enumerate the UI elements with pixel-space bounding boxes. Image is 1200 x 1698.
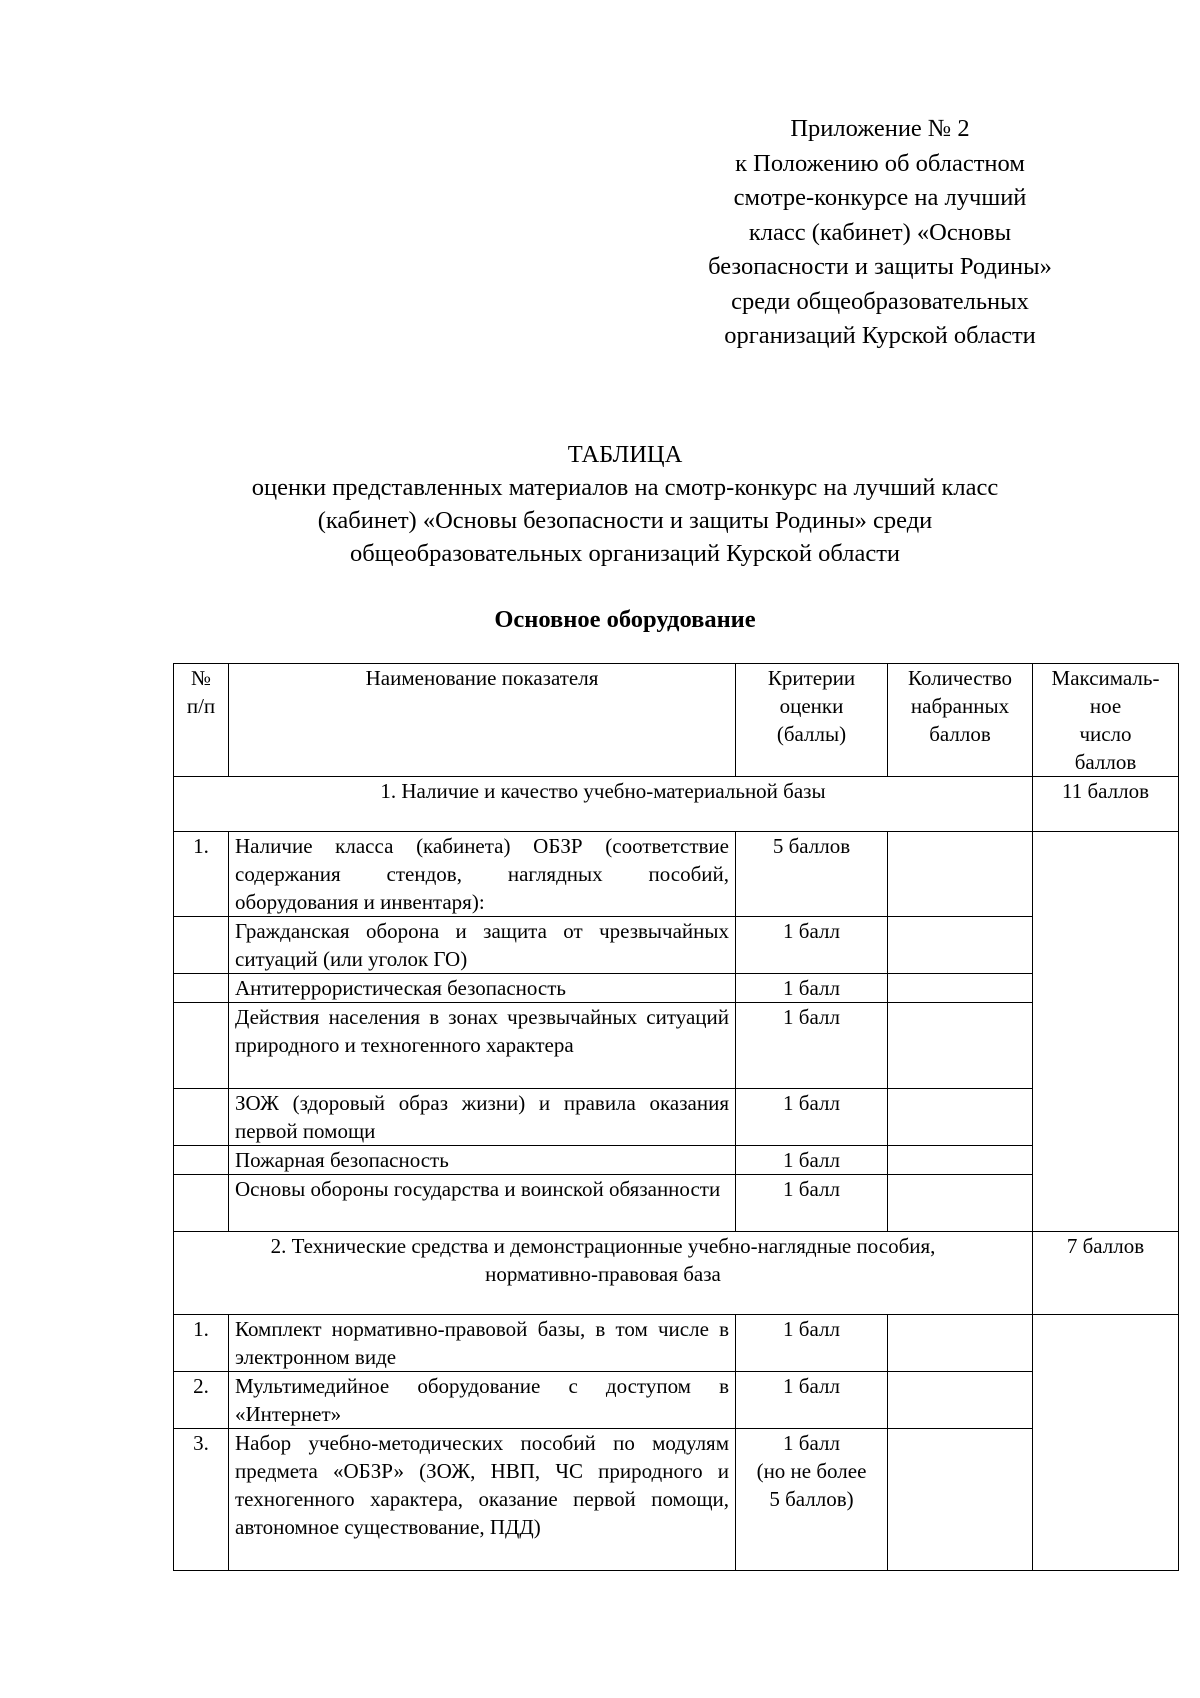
row-num: 1.: [174, 1315, 229, 1372]
appendix-line: к Положению об областном: [735, 149, 1025, 177]
table-row: [174, 1003, 1179, 1089]
row-name: Мультимедийное оборудование с доступом в «Интернет»: [229, 1372, 736, 1429]
row-scored: [888, 1175, 1033, 1232]
section-title-line: нормативно-правовая база: [485, 1262, 721, 1286]
row-criteria: [736, 1429, 888, 1571]
row-scored: [888, 832, 1033, 917]
row-criteria: 1 балл: [736, 1003, 888, 1089]
appendix-block: [680, 112, 1080, 354]
appendix-line: Приложение № 2: [790, 115, 970, 142]
row-name: Действия населения в зонах чрезвычайных ситуаций природного и техногенного характера: [229, 1003, 736, 1089]
table-row: [174, 1429, 1179, 1571]
table-row: [174, 1372, 1179, 1429]
row-name: Основы обороны государства и воинской обязанности: [229, 1175, 736, 1232]
row-scored: [888, 1315, 1033, 1372]
header-num: [174, 664, 229, 777]
header-scored: [888, 664, 1033, 777]
appendix-line: среди общеобразовательных: [731, 287, 1029, 315]
header-criteria: [736, 664, 888, 777]
row-name: Гражданская оборона и защита от чрезвычайных ситуаций (или уголок ГО): [229, 917, 736, 974]
header-max-line: Максималь-: [1051, 666, 1160, 690]
header-scored-line: Количество: [907, 666, 1013, 690]
row-num: [174, 917, 229, 974]
table-row: [174, 1175, 1179, 1232]
header-max-line: ное: [1089, 694, 1122, 718]
table-row: [174, 832, 1179, 917]
header-max-line: число: [1079, 722, 1132, 746]
row-num: [174, 974, 229, 1003]
section-heading: Основное оборудование: [494, 606, 756, 633]
appendix-line: смотре-конкурсе на лучший: [733, 184, 1027, 211]
row-name: Антитеррористическая безопасность: [229, 974, 736, 1003]
appendix-line: класс (кабинет) «Основы: [748, 218, 1012, 246]
section-title: [174, 1232, 1033, 1315]
row-scored: [888, 1429, 1033, 1571]
row-criteria-line: (но не более: [756, 1459, 867, 1483]
title-line: оценки представленных материалов на смотр-конкурс на лучший класс: [251, 474, 999, 501]
section-title-line: 2. Технические средства и демонстрационные учебно-наглядные пособия,: [270, 1234, 936, 1258]
section-max: 11 баллов: [1033, 777, 1179, 832]
row-name: Набор учебно-методических пособий по модулям предмета «ОБЗР» (ЗОЖ, НВП, ЧС природного и техногенного характера, оказание первой помощи, автономное существование, ПДД): [229, 1429, 736, 1571]
title-line: общеобразовательных организаций Курской области: [349, 540, 901, 567]
row-num: 1.: [174, 832, 229, 917]
row-criteria: 1 балл: [736, 1315, 888, 1372]
row-criteria-line: 1 балл: [783, 1431, 840, 1455]
row-criteria: 5 баллов: [736, 832, 888, 917]
header-max-line: баллов: [1074, 750, 1137, 774]
row-name: Комплект нормативно-правовой базы, в том числе в электронном виде: [229, 1315, 736, 1372]
header-scored-line: баллов: [929, 722, 991, 746]
section-title: 1. Наличие и качество учебно-материальной базы: [174, 777, 1033, 832]
row-num: [174, 1146, 229, 1175]
row-name: ЗОЖ (здоровый образ жизни) и правила оказания первой помощи: [229, 1089, 736, 1146]
scores-table: [173, 663, 1179, 1571]
table-row: [174, 1315, 1179, 1372]
header-criteria-line: оценки: [779, 694, 844, 718]
row-num: [174, 1175, 229, 1232]
row-name: Наличие класса (кабинета) ОБЗР (соответствие содержания стендов, наглядных пособий, оборудования и инвентаря):: [229, 832, 736, 917]
header-criteria-line: (баллы): [776, 722, 847, 746]
section-max-cell: [1033, 1315, 1179, 1571]
header-criteria-line: Критерии: [767, 666, 856, 690]
header-name: Наименование показателя: [229, 664, 736, 777]
title-line: (кабинет) «Основы безопасности и защиты Родины» среди: [317, 507, 933, 534]
row-criteria: 1 балл: [736, 1146, 888, 1175]
row-num: 3.: [174, 1429, 229, 1571]
header-num-line: №: [190, 666, 212, 690]
row-num: [174, 1003, 229, 1089]
section-max: 7 баллов: [1033, 1232, 1179, 1315]
header-scored-line: набранных: [910, 694, 1010, 718]
table-header-row: [174, 664, 1179, 777]
table-row: [174, 1089, 1179, 1146]
row-scored: [888, 1003, 1033, 1089]
section-row: [174, 1232, 1179, 1315]
row-criteria: 1 балл: [736, 974, 888, 1003]
row-num: [174, 1089, 229, 1146]
row-scored: [888, 1146, 1033, 1175]
section-max-cell: [1033, 832, 1179, 1232]
row-name: Пожарная безопасность: [229, 1146, 736, 1175]
header-num-line: п/п: [186, 694, 216, 718]
row-criteria-line: 5 баллов): [769, 1487, 854, 1511]
row-scored: [888, 1372, 1033, 1429]
table-row: [174, 917, 1179, 974]
document-title: [140, 438, 1110, 570]
row-criteria: 1 балл: [736, 1175, 888, 1232]
table-row: [174, 1146, 1179, 1175]
row-criteria: 1 балл: [736, 917, 888, 974]
row-num: 2.: [174, 1372, 229, 1429]
appendix-line: безопасности и защиты Родины»: [708, 253, 1052, 280]
row-criteria: 1 балл: [736, 1089, 888, 1146]
table-row: [174, 974, 1179, 1003]
row-scored: [888, 917, 1033, 974]
section-row: [174, 777, 1179, 832]
row-criteria: 1 балл: [736, 1372, 888, 1429]
appendix-line: организаций Курской области: [724, 322, 1036, 349]
row-scored: [888, 1089, 1033, 1146]
header-max: [1033, 664, 1179, 777]
row-scored: [888, 974, 1033, 1003]
title-heading: ТАБЛИЦА: [567, 441, 683, 468]
